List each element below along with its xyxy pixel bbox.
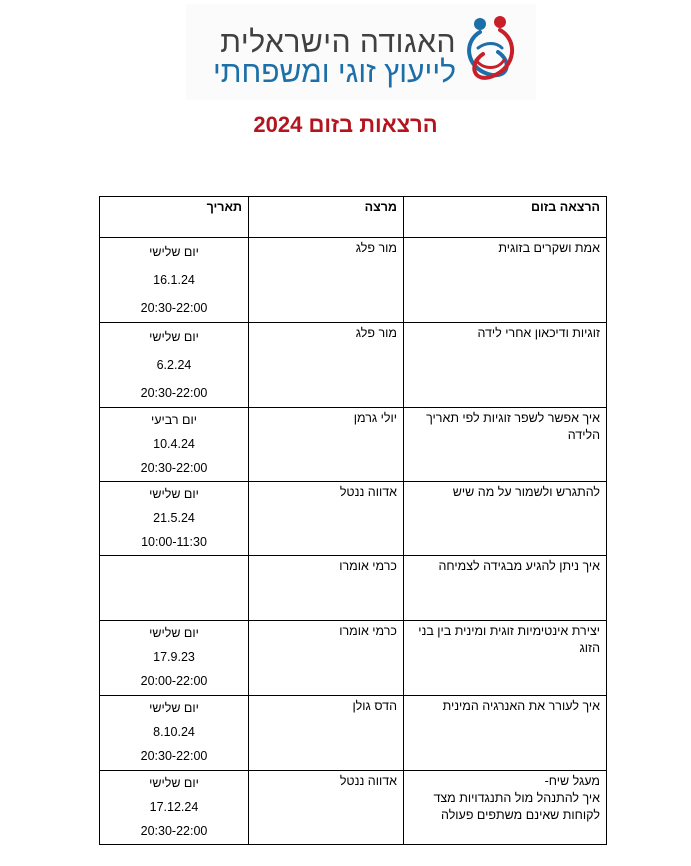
date-cell (100, 771, 249, 845)
page-title: הרצאות בזום 2024 (253, 112, 438, 137)
weekday: יום שלישי (149, 776, 199, 790)
time: 20:30-22:00 (140, 749, 208, 763)
weekday: יום שלישי (149, 330, 199, 344)
lecturer-cell: כרמי אומרו (249, 556, 404, 621)
ribbon-figures-logo-icon (458, 12, 522, 92)
time: 20:30-22:00 (140, 824, 208, 838)
time: 20:30-22:00 (140, 386, 208, 400)
column-header-date: תאריך (100, 197, 249, 238)
date-cell (100, 408, 249, 482)
lecturer-cell: יולי גרמן (249, 408, 404, 482)
table-row (100, 323, 607, 408)
topic-cell: זוגיות ודיכאון אחרי לידה (404, 323, 607, 408)
table-row (100, 771, 607, 845)
date-cell (100, 556, 249, 621)
date: 8.10.24 (153, 725, 195, 739)
table-header-row (100, 197, 607, 238)
date-cell (100, 238, 249, 323)
topic-cell: יצירת אינטימיות זוגית ומינית בין בני הזוג (404, 621, 607, 696)
date-cell (100, 621, 249, 696)
table-row (100, 408, 607, 482)
table-row (100, 621, 607, 696)
table-row (100, 482, 607, 556)
lecturer-cell: אדווה ננטל (249, 771, 404, 845)
lecturer-cell: כרמי אומרו (249, 621, 404, 696)
topic-cell: איך אפשר לשפר זוגיות לפי תאריך הלידה (404, 408, 607, 482)
topic-cell: להתגרש ולשמור על מה שיש (404, 482, 607, 556)
lectures-table (99, 196, 607, 845)
org-logo (186, 4, 536, 100)
date: 16.1.24 (153, 273, 195, 287)
lecturer-cell: מור פלג (249, 323, 404, 408)
weekday: יום שלישי (149, 245, 199, 259)
org-name-line1: האגודה הישראלית (220, 26, 456, 59)
date: 21.5.24 (153, 511, 195, 525)
org-name-line2: לייעוץ זוגי ומשפחתי (212, 56, 456, 89)
date: 17.9.23 (153, 650, 195, 664)
date: 10.4.24 (153, 437, 195, 451)
topic-cell: איך לעורר את האנרגיה המינית (404, 696, 607, 771)
topic-cell (404, 771, 607, 845)
weekday: יום שלישי (149, 626, 199, 640)
topic-line: איך להתנהל מול התנגדויות מצד לקוחות שאינם משתפים פעולה (433, 791, 600, 822)
topic-line: מעגל שיח- (544, 774, 600, 788)
date-cell (100, 696, 249, 771)
time: 20:30-22:00 (140, 461, 208, 475)
topic-cell: אמת ושקרים בזוגית (404, 238, 607, 323)
weekday: יום שלישי (149, 487, 199, 501)
lecturer-cell: הדס גולן (249, 696, 404, 771)
column-header-lecturer: מרצה (249, 197, 404, 238)
weekday: יום שלישי (149, 701, 199, 715)
topic-cell: איך ניתן להגיע מבגידה לצמיחה (404, 556, 607, 621)
date: 6.2.24 (156, 358, 192, 372)
weekday: יום רביעי (151, 413, 197, 427)
column-header-topic: הרצאה בזום (404, 197, 607, 238)
date-cell (100, 482, 249, 556)
lecturer-cell: מור פלג (249, 238, 404, 323)
time: 20:00-22:00 (140, 674, 208, 688)
table-row (100, 696, 607, 771)
date: 17.12.24 (149, 800, 199, 814)
time: 10:00-11:30 (141, 535, 207, 549)
table-row (100, 556, 607, 621)
time: 20:30-22:00 (140, 301, 208, 315)
lecturer-cell: אדווה ננטל (249, 482, 404, 556)
date-cell (100, 323, 249, 408)
table-row (100, 238, 607, 323)
